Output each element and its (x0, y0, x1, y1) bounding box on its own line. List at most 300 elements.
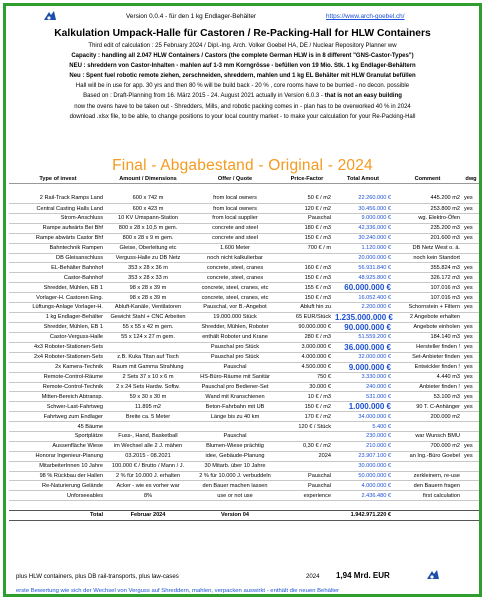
table-cell-c6: 326.172 m3 (393, 273, 462, 283)
table-cell-c5: 2.200.000 € (333, 303, 393, 313)
table-cell-c2: 98 x 28 x 39 m (107, 293, 189, 303)
table-cell-c6: 201.600 m3 (393, 233, 462, 243)
table-cell-c3: from local owners (189, 204, 281, 214)
table-cell-c6: Set-Anbieter finden (393, 352, 462, 362)
table-cell-c2: 10 KV Umspann-Station (107, 214, 189, 224)
table-row (9, 451, 480, 461)
table-cell-c2: Acker - wie es vorher war (107, 481, 189, 491)
table-cell-c1: 2x Kamera-Technik (9, 362, 107, 372)
table-cell-c7 (462, 481, 480, 491)
table-cell-c4: experience (281, 491, 333, 501)
table-row (9, 322, 480, 332)
table-cell-c4: 120 € / m2 (281, 204, 333, 214)
table-cell-c1: 45 Bäume (9, 422, 107, 432)
table-cell-c5: 4.000.000 € (333, 481, 393, 491)
table-cell-c5: 22.260.000 € (333, 194, 393, 204)
table-cell-c5: 90.000.000 € (333, 322, 393, 332)
total-factor (281, 511, 333, 521)
table-cell-c3: concrete and steel (189, 233, 281, 243)
table-cell-c5: 60.000.000 € (333, 283, 393, 293)
table-cell-c5: 9.000.000 € (333, 214, 393, 224)
table-row (9, 471, 480, 481)
table-cell-c7: yes (462, 194, 480, 204)
info-line-text: Based on : Draft-Planning from 16. März 2015 - 24. August 2021 actually in Version 6.0.3 - (83, 93, 325, 99)
atom-logo-icon (426, 569, 440, 581)
table-cell-c1: EL-Behälter Bahnhof (9, 263, 107, 273)
table-cell-c5: 32.000.000 € (333, 352, 393, 362)
table-cell-c4: 30.000 € (281, 382, 333, 392)
table-cell-c1: Lüftungs-Anlage Vorlager-H. (9, 303, 107, 313)
table-cell-c7: yes (462, 372, 480, 382)
info-line (6, 92, 479, 102)
table-cell-c3: Pauschal pro Bediener-Set (189, 382, 281, 392)
table-cell-c3: Pauschal pro Stück (189, 342, 281, 352)
table-cell-c6: 253.800 m2 (393, 204, 462, 214)
cost-table (9, 174, 480, 521)
table-cell-c5: 531.000 € (333, 392, 393, 402)
info-line (6, 103, 479, 113)
table-cell-c2: 2 Sets 37 x 10 x 6 m (107, 372, 189, 382)
table-row (9, 372, 480, 382)
table-cell-c3: enthält Roboter und Krane (189, 332, 281, 342)
table-cell-c3: concrete, steel, cranes (189, 263, 281, 273)
table-cell-c4: 120 € / Stück (281, 422, 333, 432)
table-cell-c2: 353 x 28 x 33 m (107, 273, 189, 283)
table-cell-c6: wg. Elektro-Öfen (393, 214, 462, 224)
table-row (9, 501, 480, 511)
table-cell-c3: Pauschal (189, 362, 281, 372)
table-row (9, 233, 480, 243)
table-cell-c5 (333, 184, 393, 194)
table-cell-c2: z.B. Kuka Titan auf Tisch (107, 352, 189, 362)
table-cell-c5: 3.330.000 € (333, 372, 393, 382)
table-cell-c7: yes (462, 451, 480, 461)
table-cell-c6: 2 Angebote erhalten (393, 312, 462, 322)
table-cell-c2 (107, 422, 189, 432)
table-cell-c2: 2 x 24 Sets Hardw. Softw. (107, 382, 189, 392)
table-cell-c5: 56.931.840 € (333, 263, 393, 273)
table-cell-c7: yes (462, 392, 480, 402)
table-cell-c7 (462, 491, 480, 501)
table-cell-c1: Castor-Verguss-Halle (9, 332, 107, 342)
total-row (9, 511, 480, 521)
header-type: Type of invest (9, 174, 107, 184)
table-cell-c7 (462, 461, 480, 471)
header-total: Total Amout (333, 174, 393, 184)
table-cell-c5: 2.436.480 € (333, 491, 393, 501)
table-cell-c2: Raum mit Gamma Strahlung (107, 362, 189, 372)
table-cell-c1: Shredder, Mühlen, EB 1 (9, 283, 107, 293)
table-cell-c7: yes (462, 293, 480, 303)
table-cell-c4: 750 € (281, 372, 333, 382)
table-cell-c6: noch kein Standort (393, 253, 462, 263)
table-cell-c5: 1.000.000 € (333, 402, 393, 412)
table-cell-c3: idee, Gebäude-Planung (189, 451, 281, 461)
table-cell-c4: 0,30 € / m2 (281, 441, 333, 451)
info-line-text: NEU : shreddern von Castor-Inhalten - mahlen auf 1-3 mm Korngrösse - befüllen von 19 Mio. Stk. 1 kg Endlager-Behältern (69, 63, 416, 69)
table-row (9, 293, 480, 303)
table-row (9, 194, 480, 204)
table-cell-c6 (393, 501, 462, 511)
table-cell-c7: yes (462, 362, 480, 372)
header-price: Price-Factor (281, 174, 333, 184)
table-cell-c4: 150 € / m3 (281, 293, 333, 303)
table-cell-c3: Pauschal, vor B.-Angebot (189, 303, 281, 313)
table-cell-c7: yes (462, 441, 480, 451)
table-cell-c2: 55 x 55 x 42 m gem. (107, 322, 189, 332)
table-cell-c6: zerkleinern, re-use (393, 471, 462, 481)
table-cell-c3: 19.000.000 Stück (189, 312, 281, 322)
table-cell-c2: 55 x 124 x 27 m gem. (107, 332, 189, 342)
summary-year: 2024 (306, 573, 320, 580)
table-cell-c2: Gewicht Stahl + CNC Arbeiten (107, 312, 189, 322)
table-row (9, 342, 480, 352)
table-cell-c5: 210.000 € (333, 441, 393, 451)
table-cell-c1 (9, 501, 107, 511)
table-row (9, 412, 480, 422)
table-cell-c7 (462, 253, 480, 263)
table-cell-c5: 30.456.000 € (333, 204, 393, 214)
table-cell-c7 (462, 471, 480, 481)
table-cell-c5: 1.120.000 € (333, 243, 393, 253)
table-cell-c3: concrete, steel, cranes (189, 273, 281, 283)
table-cell-c1: 4x3 Roboter-Stationen-Sets (9, 342, 107, 352)
table-cell-c7: yes (462, 263, 480, 273)
table-cell-c2: Verguss-Halle zu DB Netz (107, 253, 189, 263)
total-comment (393, 511, 462, 521)
table-cell-c1: 1 kg Endlager-Behälter (9, 312, 107, 322)
table-cell-c4: 150 € / m3 (281, 233, 333, 243)
info-line (6, 82, 479, 92)
page-frame (3, 3, 482, 597)
table-cell-c6 (393, 184, 462, 194)
table-cell-c6: 107.016 m3 (393, 293, 462, 303)
table-cell-c7: yes (462, 402, 480, 412)
table-cell-c1: MitarbeiterInnen 10 Jahre (9, 461, 107, 471)
info-line-text: Third edit of calculation : 25 February 2024 / Dipl.-Ing. Arch. Volker Goebel HA, DE / Nuclear Repository Planner ww (88, 43, 397, 49)
table-cell-c4: Pauschal (281, 214, 333, 224)
table-cell-c5: 48.925.800 € (333, 273, 393, 283)
table-row (9, 283, 480, 293)
table-cell-c7 (462, 432, 480, 442)
table-cell-c2 (107, 342, 189, 352)
table-cell-c6: an Ing.-Büro Goebel (393, 451, 462, 461)
table-cell-c1: Mitten-Bereich Abtransp. (9, 392, 107, 402)
table-row (9, 303, 480, 313)
table-cell-c2: 2 % für 10.000 J. erhalten (107, 471, 189, 481)
table-cell-c5: 16.052.400 € (333, 293, 393, 303)
table-cell-c1: 2 Rail-Track Ramps Land (9, 194, 107, 204)
info-line-text: Hall will be in use for app. 30 yrs and then 80 % will be build back - 20 % , core rooms have to be burried - no decon. possible (75, 83, 410, 89)
info-line (6, 42, 479, 52)
table-cell-c3: from local supplier (189, 214, 281, 224)
table-cell-c6: 90 T. C-Anhänger (393, 402, 462, 412)
table-cell-c2: Abluft-Kanäle, Ventilatoren (107, 303, 189, 313)
table-cell-c4: Pauschal (281, 471, 333, 481)
table-cell-c7: yes (462, 233, 480, 243)
table-cell-c5: 23.907.100 € (333, 451, 393, 461)
table-cell-c2: Fuss-, Hand, Basketball (107, 432, 189, 442)
table-cell-c7: yes (462, 342, 480, 352)
summary-amount: 1,94 Mrd. EUR (336, 571, 390, 580)
table-cell-c6: den Bauern fragen (393, 481, 462, 491)
info-line-text: Capacity : handling all 2.047 HLW Containers / Castors (the complete German HLW is in 8 different "GNS-Castor-Types") (71, 53, 414, 59)
table-cell-c1: Schwer-Last-Fahrtweg (9, 402, 107, 412)
table-cell-c6: Entwickler finden ! (393, 362, 462, 372)
atom-logo-icon (43, 10, 57, 22)
table-row (9, 382, 480, 392)
table-cell-c7 (462, 412, 480, 422)
table-cell-c2: 03.2015 - 08.2021 (107, 451, 189, 461)
info-line-text: download .xlsx file, to be able, to change positions to your local country market - to make your calculation for your Re-Packing-Hall (69, 114, 416, 120)
table-cell-c1: Rampe aufwärts Bei Bhf (9, 223, 107, 233)
table-cell-c7: yes (462, 283, 480, 293)
table-cell-c3: concrete and steel (189, 223, 281, 233)
total-label: Total (9, 511, 107, 521)
table-row (9, 223, 480, 233)
table-cell-c5: 30.240.000 € (333, 233, 393, 243)
table-cell-c3: use or not use (189, 491, 281, 501)
table-cell-c6: war Wunsch BMU (393, 432, 462, 442)
total-amount: 1.942.971.220 € (333, 511, 393, 521)
table-cell-c4: 10 € / m3 (281, 392, 333, 402)
table-cell-c4: 4.500.000 € (281, 362, 333, 372)
table-cell-c6: Hersteller finden ! (393, 342, 462, 352)
table-cell-c1: 98 % Rückbau der Hallen (9, 471, 107, 481)
table-cell-c6: 355.824 m3 (393, 263, 462, 273)
table-cell-c6: DB Netz West o. ä. (393, 243, 462, 253)
table-row (9, 352, 480, 362)
table-cell-c1: Sportplätze (9, 432, 107, 442)
table-cell-c6: 700.000 m2 (393, 441, 462, 451)
table-cell-c6: 53.100 m3 (393, 392, 462, 402)
table-cell-c5: 1.235.000.000 € (335, 312, 393, 322)
table-cell-c1: Aussenfläche Wiese (9, 441, 107, 451)
table-cell-c1: Honorar Ingenieur-Planung (9, 451, 107, 461)
table-cell-c6: 184.140 m3 (393, 332, 462, 342)
table-cell-c1: Fahrtweg zum Endlager (9, 412, 107, 422)
page-header (6, 10, 479, 24)
table-cell-c7 (462, 243, 480, 253)
table-cell-c2: Gleise, Oberleitung etc (107, 243, 189, 253)
table-cell-c3: from local owners (189, 194, 281, 204)
table-cell-c1: 2x4 Roboter-Stationen-Sets (9, 352, 107, 362)
table-cell-c5: 230.000 € (333, 432, 393, 442)
table-cell-c2: 800 x 28 x 10,5 m gem. (107, 223, 189, 233)
table-cell-c2: 600 x 423 m (107, 204, 189, 214)
table-cell-c3 (189, 184, 281, 194)
table-row (9, 243, 480, 253)
table-cell-c5: 30.000.000 € (333, 461, 393, 471)
table-cell-c1: Bahntechnik Rampen (9, 243, 107, 253)
table-cell-c3: den Bauer machen lassen (189, 481, 281, 491)
table-cell-c1: Castor-Bahnhof (9, 273, 107, 283)
header-amount: Amount / Dimensions (107, 174, 189, 184)
table-cell-c6: Anbieter finden ! (393, 382, 462, 392)
info-line (6, 113, 479, 123)
table-cell-c7: yes (462, 303, 480, 313)
table-cell-c1: Re-Naturierung Gelände (9, 481, 107, 491)
table-row (9, 402, 480, 412)
table-row (9, 184, 480, 194)
table-row (9, 491, 480, 501)
table-cell-c1: Vorlager-H. Castoren Eing. (9, 293, 107, 303)
info-line-text: Neu : Spent fuel robotic remote ziehen, zerschneiden, shreddern, mahlen und 1 kg EL Behälter mit HLW Granulat befüllen (69, 73, 416, 79)
table-cell-c2 (107, 501, 189, 511)
table-cell-c2: 8% (107, 491, 189, 501)
table-cell-c5: 9.000.000 € (333, 362, 393, 372)
table-row (9, 432, 480, 442)
info-line (6, 72, 479, 82)
table-row (9, 214, 480, 224)
table-cell-c3: Wand mit Kranschienen (189, 392, 281, 402)
table-body (9, 184, 480, 511)
table-cell-c4: 155 € / m3 (281, 283, 333, 293)
table-cell-c7 (462, 422, 480, 432)
table-row (9, 461, 480, 471)
table-cell-c4: 65 EUR/Stück (281, 312, 333, 322)
table-cell-c3: Beton-Fahrbahn mit UB (189, 402, 281, 412)
table-cell-c7 (462, 214, 480, 224)
table-cell-c3: 1.600 Meter (189, 243, 281, 253)
total-version: Version 04 (189, 511, 281, 521)
table-cell-c6: first calculation (393, 491, 462, 501)
table-cell-c4: 90.000.000 € (281, 322, 333, 332)
table-row (9, 481, 480, 491)
table-cell-c6 (393, 422, 462, 432)
total-dwg (462, 511, 480, 521)
table-row (9, 332, 480, 342)
table-cell-c2 (107, 184, 189, 194)
table-cell-c7 (462, 184, 480, 194)
table-row (9, 273, 480, 283)
table-cell-c7: yes (462, 223, 480, 233)
table-cell-c3 (189, 422, 281, 432)
table-cell-c5: 240.000 € (333, 382, 393, 392)
table-cell-c4 (281, 461, 333, 471)
header-offer: Offer / Quote (189, 174, 281, 184)
table-cell-c4: 280 € / m3 (281, 332, 333, 342)
table-cell-c7 (462, 501, 480, 511)
table-cell-c4: 170 € / m2 (281, 412, 333, 422)
table-row (9, 362, 480, 372)
table-cell-c3: HS-Büro-Räume mit Sanitär (189, 372, 281, 382)
table-cell-c7: yes (462, 322, 480, 332)
table-cell-c7: yes (462, 332, 480, 342)
table-cell-c5 (333, 501, 393, 511)
header-dwg: dwg (462, 174, 480, 184)
table-row (9, 253, 480, 263)
info-line-emphasis: that is not an easy building (324, 93, 402, 99)
table-cell-c1: Shredder, Mühlen, EB 1 (9, 322, 107, 332)
table-cell-c5: 51.559.200 € (333, 332, 393, 342)
table-cell-c4 (281, 432, 333, 442)
table-cell-c3: concrete, steel, cranes, etc (189, 293, 281, 303)
table-cell-c5: 20.000.000 € (333, 253, 393, 263)
table-cell-c5: 50.000.000 € (333, 471, 393, 481)
table-cell-c7: yes (462, 352, 480, 362)
table-cell-c2: im Wechsel alle 2 J. mähen (107, 441, 189, 451)
table-cell-c3: Blumen-Wiese prächtig (189, 441, 281, 451)
table-cell-c5: 42.336.000 € (333, 223, 393, 233)
table-cell-c4: 4.000.000 € (281, 352, 333, 362)
table-cell-c2: Breite ca. 5 Meter (107, 412, 189, 422)
table-cell-c4: 150 € / m3 (281, 273, 333, 283)
table-cell-c3 (189, 501, 281, 511)
table-cell-c1: Remote-Control-Räume (9, 372, 107, 382)
table-cell-c1: Central Casting Halls Land (9, 204, 107, 214)
table-row (9, 312, 480, 322)
summary-label: plus HLW containers, plus DB rail-transports, plus law-cases (16, 573, 179, 580)
table-row (9, 422, 480, 432)
table-row (9, 392, 480, 402)
table-cell-c5: 34.000.000 € (333, 412, 393, 422)
table-cell-c3: Shredder, Mühlen, Roboter (189, 322, 281, 332)
table-cell-c3: concrete, steel, cranes, etc (189, 283, 281, 293)
table-cell-c2: 98 x 28 x 39 m (107, 283, 189, 293)
table-cell-c4 (281, 501, 333, 511)
table-row (9, 263, 480, 273)
table-cell-c5: 5.400 € (333, 422, 393, 432)
table-cell-c1: Unforseeables (9, 491, 107, 501)
table-cell-c6: 445.200 m2 (393, 194, 462, 204)
table-cell-c6 (393, 461, 462, 471)
table-cell-c1: Remote-Control-Technik (9, 382, 107, 392)
summary-line (6, 567, 479, 583)
table-cell-c2: 11.895 m2 (107, 402, 189, 412)
table-cell-c3: Pauschal pro Stück (189, 352, 281, 362)
table-cell-c4: 180 € / m3 (281, 223, 333, 233)
table-cell-c6: Schornstein + Filtern (393, 303, 462, 313)
table-cell-c6: Angebote einholen (393, 322, 462, 332)
website-link[interactable]: https://www.arch-goebel.ch/ (326, 13, 405, 20)
table-cell-c1: DB Gleisanschluss (9, 253, 107, 263)
table-cell-c3: 2 % für 10.000 J. verbuddeln (189, 471, 281, 481)
table-cell-c4: Pauschal (281, 481, 333, 491)
table-cell-c3: 30 Mitarb. über 10 Jahre (189, 461, 281, 471)
table-cell-c4: 3.000.000 € (281, 342, 333, 352)
info-line-text: now the ovens have to be taken out - Shredders, Mills, and robotic packing comes in - plan has to be overworked 40 % in 2024 (74, 104, 411, 110)
info-line (6, 52, 479, 62)
table-cell-c6: 107.016 m3 (393, 283, 462, 293)
total-date: Februar 2024 (107, 511, 189, 521)
table-cell-c1 (9, 184, 107, 194)
table-row (9, 204, 480, 214)
table-cell-c3: Pauschal (189, 432, 281, 442)
table-cell-c4: Abluft hin zu (281, 303, 333, 313)
table-cell-c6: 235.200 m3 (393, 223, 462, 233)
info-line (6, 62, 479, 72)
final-banner: Final - Abgabestand - Original - 2024 (112, 157, 373, 174)
table-cell-c6: 200.000 m2 (393, 412, 462, 422)
table-cell-c6: 4.440 m3 (393, 372, 462, 382)
table-cell-c4: 150 € / m2 (281, 402, 333, 412)
table-header-row (9, 174, 480, 184)
table-cell-c7: yes (462, 273, 480, 283)
table-cell-c4: 50 € / m2 (281, 194, 333, 204)
table-cell-c1: Strom-Anschluss (9, 214, 107, 224)
table-cell-c4: 2024 (281, 451, 333, 461)
table-cell-c1: Rampe abwärts Castor Bhf (9, 233, 107, 243)
table-cell-c4: 700 € / m (281, 243, 333, 253)
table-cell-c3: Länge bis zu 40 km (189, 412, 281, 422)
table-cell-c3: noch nicht kalkulierbar (189, 253, 281, 263)
table-cell-c2: 800 x 28 x 9 m gem. (107, 233, 189, 243)
table-row (9, 441, 480, 451)
version-text: Version 0.0.4 - für den 1 kg Endlager-Behälter (126, 13, 257, 20)
table-cell-c7: yes (462, 382, 480, 392)
table-cell-c4 (281, 253, 333, 263)
